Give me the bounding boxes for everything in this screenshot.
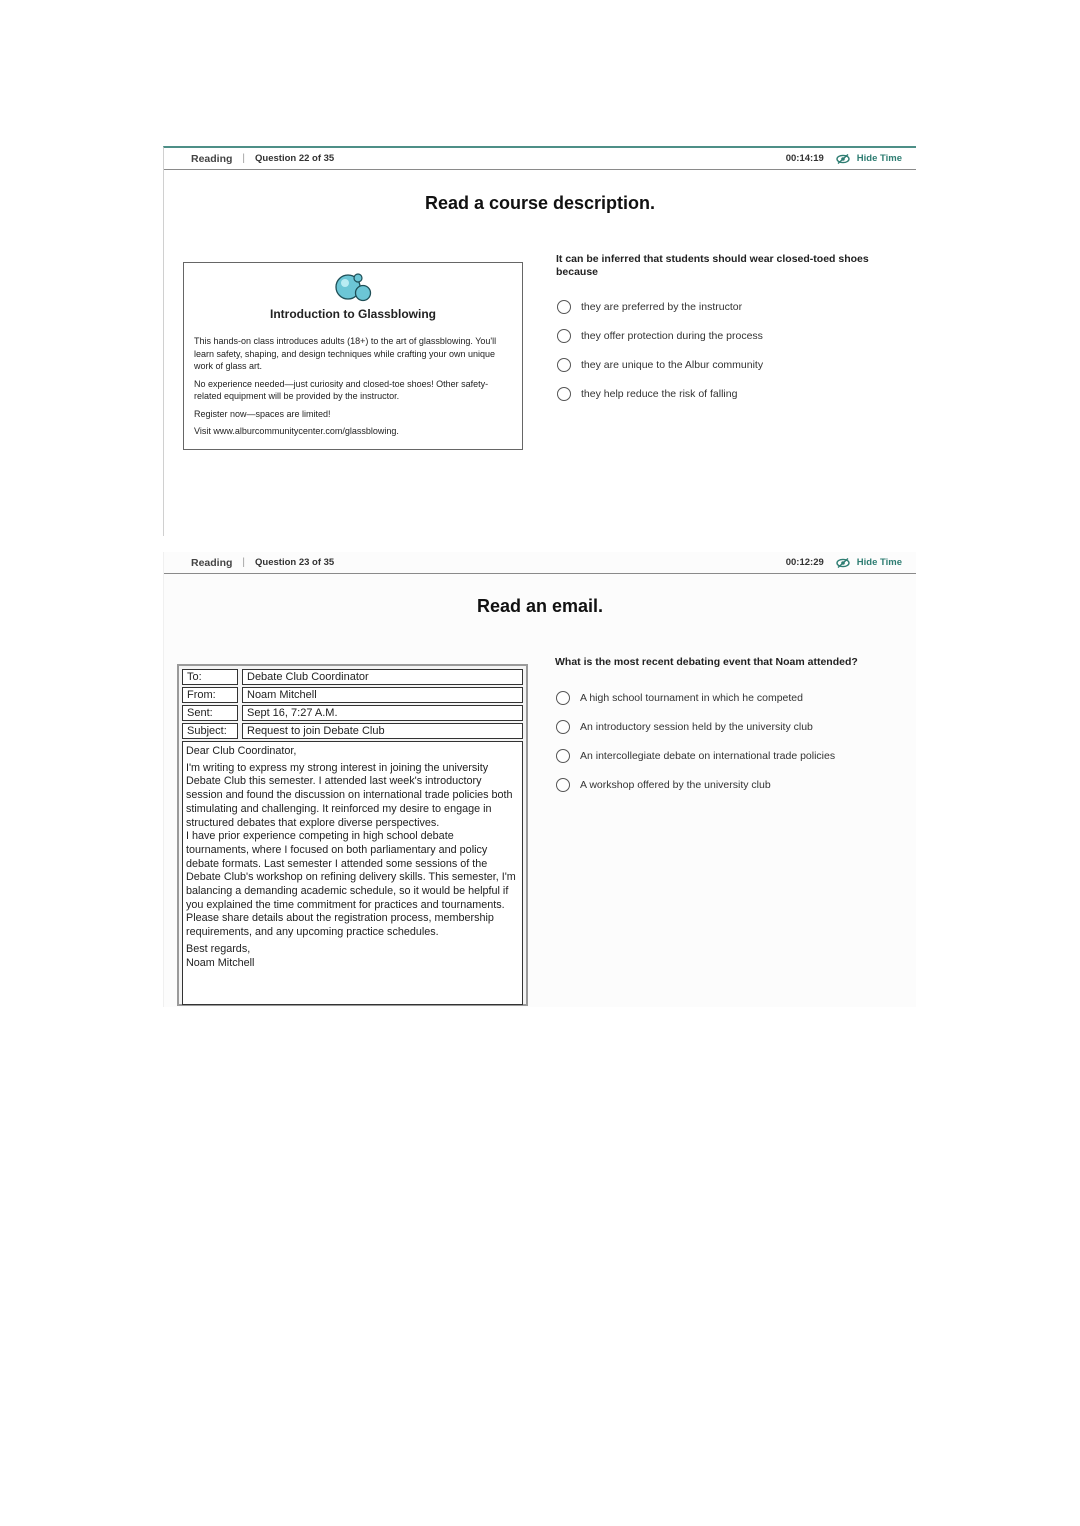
answer-option-label: they help reduce the risk of falling <box>581 387 738 400</box>
timer: 00:12:29 <box>785 557 824 568</box>
course-paragraph: This hands-on class introduces adults (18+) to the art of glassblowing. You'll learn safety, shaping, and design techniques while crafting your own unique work of glass art. <box>194 336 497 371</box>
answer-option[interactable] <box>557 292 763 321</box>
email-closing: Best regards, <box>186 942 251 955</box>
radio-button[interactable] <box>557 300 571 314</box>
course-title: Introduction to Glassblowing <box>270 307 436 321</box>
email-body <box>182 741 523 1005</box>
top-bar <box>164 552 916 574</box>
radio-button[interactable] <box>557 358 571 372</box>
question-number: Question 23 of 35 <box>255 557 335 568</box>
course-paragraph: Register now—spaces are limited! <box>194 408 331 419</box>
course-description-card <box>183 262 523 450</box>
answer-option[interactable] <box>556 770 835 799</box>
email-field-label: Sent: <box>182 705 238 721</box>
email-greeting: Dear Club Coordinator, <box>186 745 297 757</box>
answer-option[interactable] <box>557 350 763 379</box>
radio-button[interactable] <box>557 387 571 401</box>
answer-options <box>556 683 835 799</box>
answer-option[interactable] <box>557 321 763 350</box>
radio-button[interactable] <box>556 720 570 734</box>
email-from-value: Noam Mitchell <box>242 687 523 703</box>
hide-time-button[interactable]: Hide Time <box>856 153 902 164</box>
email-signature: Noam Mitchell <box>186 956 255 969</box>
bubbles-icon <box>329 270 379 306</box>
answer-option-label: An intercollegiate debate on international trade policies <box>580 749 836 762</box>
answer-options <box>557 292 763 408</box>
answer-option-label: they offer protection during the process <box>581 329 763 342</box>
course-link-text: Visit www.alburcommunitycenter.com/glassblowing. <box>194 426 399 436</box>
answer-option-label: A high school tournament in which he competed <box>580 691 803 704</box>
separator: | <box>242 557 246 568</box>
page-title: Read an email. <box>476 596 604 616</box>
email-to-value: Debate Club Coordinator <box>242 669 523 685</box>
email-sent-value: Sept 16, 7:27 A.M. <box>242 705 523 721</box>
email-subject-value: Request to join Debate Club <box>242 723 523 739</box>
answer-option-label: they are preferred by the instructor <box>581 300 743 313</box>
answer-option[interactable] <box>556 741 835 770</box>
separator: | <box>242 153 246 164</box>
email-to-row <box>182 669 523 685</box>
radio-button[interactable] <box>556 778 570 792</box>
email-card <box>177 664 528 1006</box>
radio-button[interactable] <box>556 691 570 705</box>
top-bar <box>164 148 916 170</box>
question-prompt: It can be inferred that students should wear closed-toed shoes because <box>556 253 869 278</box>
answer-option-label: An introductory session held by the university club <box>580 720 813 733</box>
hide-time-button[interactable]: Hide Time <box>856 557 902 568</box>
answer-option[interactable] <box>556 683 835 712</box>
answer-option-label: A workshop offered by the university club <box>580 778 771 791</box>
answer-option[interactable] <box>556 712 835 741</box>
question-22-panel <box>163 146 916 536</box>
eye-slash-icon[interactable] <box>836 558 850 568</box>
timer: 00:14:19 <box>785 153 824 164</box>
radio-button[interactable] <box>556 749 570 763</box>
question-number: Question 22 of 35 <box>255 153 335 164</box>
email-sent-row <box>182 705 523 721</box>
section-name: Reading <box>191 556 233 569</box>
page-title: Read a course description. <box>424 193 656 213</box>
email-field-label: Subject: <box>182 723 238 739</box>
course-body <box>194 335 514 443</box>
email-paragraph: I'm writing to express my strong interest in joining the university Debate Club this semester. I attended last week's introductory session and found the discussion on international trade policies both stimulating and challenging. It reinforced my desire to engage in structured debates that explore diverse perspectives. <box>186 761 513 829</box>
question-prompt: What is the most recent debating event that Noam attended? <box>555 656 858 668</box>
email-paragraph: I have prior experience competing in high school debate tournaments, where I focused on both parliamentary and policy debate formats. Last semester I attended some sessions of the Debate Club's workshop on refining delivery skills. This semester, I'm balancing a demanding academic schedule, so it would be helpful if you explained the time commitment for practices and tournaments. Please share details about the registration process, membership requirements, and any upcoming practice schedules. <box>186 830 516 939</box>
email-subject-row <box>182 723 523 739</box>
course-paragraph: No experience needed—just curiosity and closed-toe shoes! Other safety-related equipment will be provided by the instructor. <box>194 378 489 401</box>
email-from-row <box>182 687 523 703</box>
question-23-panel <box>163 552 916 1007</box>
answer-option-label: they are unique to the Albur community <box>581 358 764 371</box>
email-field-label: To: <box>182 669 238 685</box>
email-field-label: From: <box>182 687 238 703</box>
answer-option[interactable] <box>557 379 763 408</box>
radio-button[interactable] <box>557 329 571 343</box>
section-name: Reading <box>191 152 233 165</box>
eye-slash-icon[interactable] <box>836 154 850 164</box>
